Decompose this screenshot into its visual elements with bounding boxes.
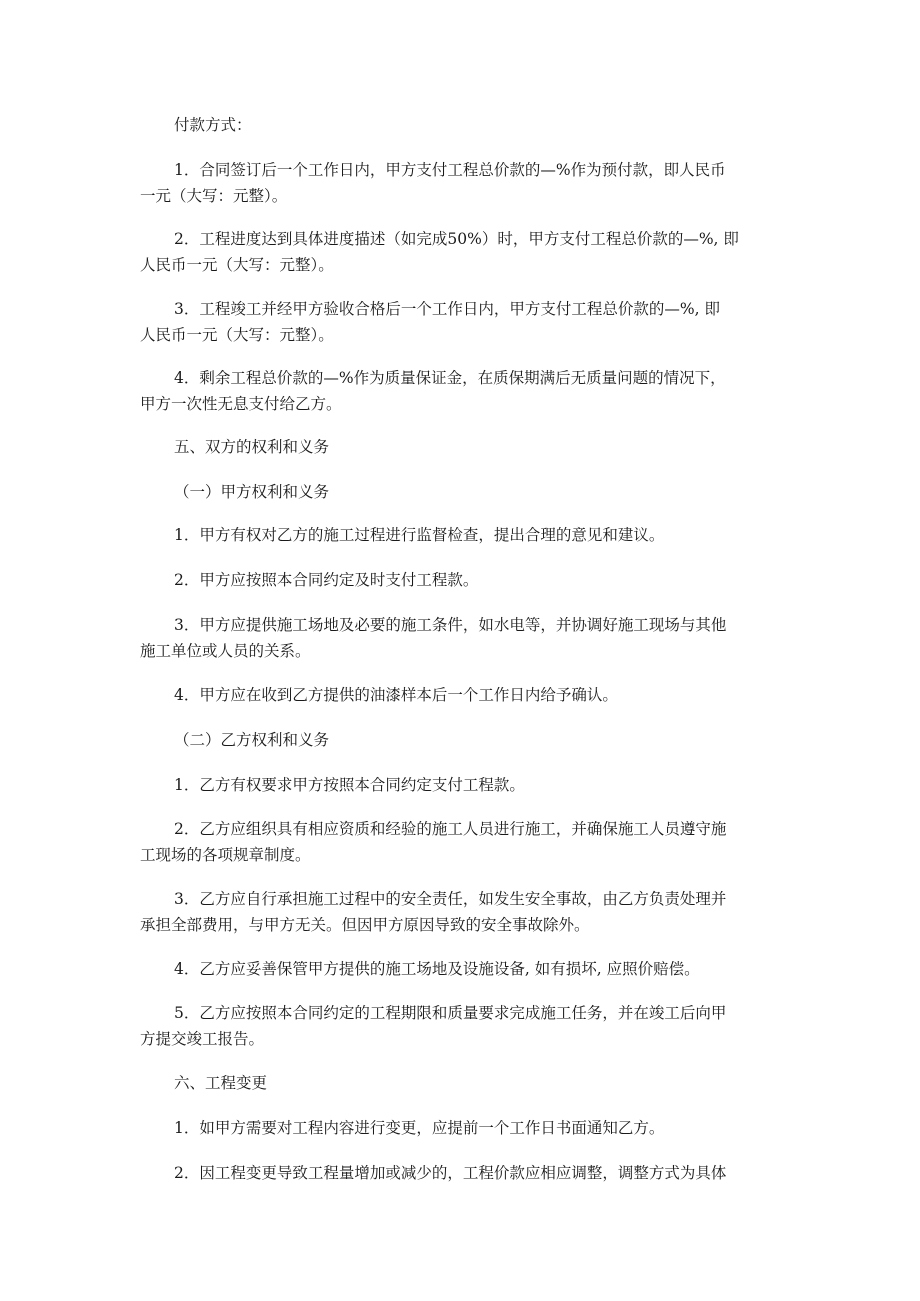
party-b-clause-3 xyxy=(140,886,788,938)
text-line: 5．乙方应按照本合同约定的工程期限和质量要求完成施工任务，并在竣工后向甲 xyxy=(174,1004,727,1022)
section-5-heading xyxy=(140,434,788,460)
payment-method-heading xyxy=(140,112,788,138)
party-b-clause-1 xyxy=(140,772,788,798)
text-line: 3．乙方应自行承担施工过程中的安全责任，如发生安全事故，由乙方负责处理并 xyxy=(174,890,727,908)
text-line: 2．工程进度达到具体进度描述（如完成50%）时，甲方支付工程总价款的—%, 即 xyxy=(174,230,739,248)
party-b-clause-2 xyxy=(140,816,788,868)
text-line: （二）乙方权利和义务 xyxy=(174,731,330,749)
text-line: 承担全部费用，与甲方无关。但因甲方原因导致的安全事故除外。 xyxy=(140,916,590,934)
payment-clause-3 xyxy=(140,296,788,348)
payment-clause-1 xyxy=(140,157,788,209)
text-line: 2．因工程变更导致工程量增加或减少的，工程价款应相应调整，调整方式为具体 xyxy=(174,1164,727,1182)
change-clause-2 xyxy=(140,1160,788,1186)
party-a-clause-3 xyxy=(140,612,788,664)
payment-clause-2 xyxy=(140,226,788,278)
text-line: 3．工程竣工并经甲方验收合格后一个工作日内，甲方支付工程总价款的—%, 即 xyxy=(174,300,720,318)
text-line: 3．甲方应提供施工场地及必要的施工条件，如水电等，并协调好施工现场与其他 xyxy=(174,616,727,634)
party-a-clause-1 xyxy=(140,522,788,548)
text-line: 4．甲方应在收到乙方提供的油漆样本后一个工作日内给予确认。 xyxy=(174,686,618,704)
text-line: 施工单位或人员的关系。 xyxy=(140,642,311,660)
text-line: 1．甲方有权对乙方的施工过程进行监督检查，提出合理的意见和建议。 xyxy=(174,526,665,544)
text-line: （一）甲方权利和义务 xyxy=(174,483,330,501)
text-line: 1．如甲方需要对工程内容进行变更，应提前一个工作日书面通知乙方。 xyxy=(174,1119,665,1137)
party-a-clause-2 xyxy=(140,567,788,593)
section-6-heading xyxy=(140,1070,788,1096)
text-line: 2．甲方应按照本合同约定及时支付工程款。 xyxy=(174,571,479,589)
party-b-clause-5 xyxy=(140,1000,788,1052)
text-line: 1．合同签订后一个工作日内，甲方支付工程总价款的—%作为预付款，即人民币 xyxy=(174,161,726,179)
text-line: 2．乙方应组织具有相应资质和经验的施工人员进行施工，并确保施工人员遵守施 xyxy=(174,820,727,838)
text-line: 4．剩余工程总价款的—%作为质量保证金，在质保期满后无质量问题的情况下， xyxy=(174,369,726,387)
text-line: 六、工程变更 xyxy=(174,1074,268,1092)
text-line: 1．乙方有权要求甲方按照本合同约定支付工程款。 xyxy=(174,776,525,794)
subsection-party-a-heading xyxy=(140,479,788,505)
party-b-clause-4 xyxy=(140,956,788,982)
text-line: 付款方式： xyxy=(174,116,252,134)
text-line: 五、双方的权利和义务 xyxy=(174,438,330,456)
text-line: 人民币一元（大写：元整）。 xyxy=(140,326,334,344)
payment-clause-4 xyxy=(140,365,788,417)
text-line: 工现场的各项规章制度。 xyxy=(140,846,311,864)
text-line: 方提交竣工报告。 xyxy=(140,1030,265,1048)
change-clause-1 xyxy=(140,1115,788,1141)
text-line: 人民币一元（大写：元整）。 xyxy=(140,256,334,274)
subsection-party-b-heading xyxy=(140,727,788,753)
text-line: 4．乙方应妥善保管甲方提供的施工场地及设施设备, 如有损坏, 应照价赔偿。 xyxy=(174,960,700,978)
text-line: 一元（大写：元整）。 xyxy=(140,187,288,205)
text-line: 甲方一次性无息支付给乙方。 xyxy=(140,395,342,413)
party-a-clause-4 xyxy=(140,682,788,708)
